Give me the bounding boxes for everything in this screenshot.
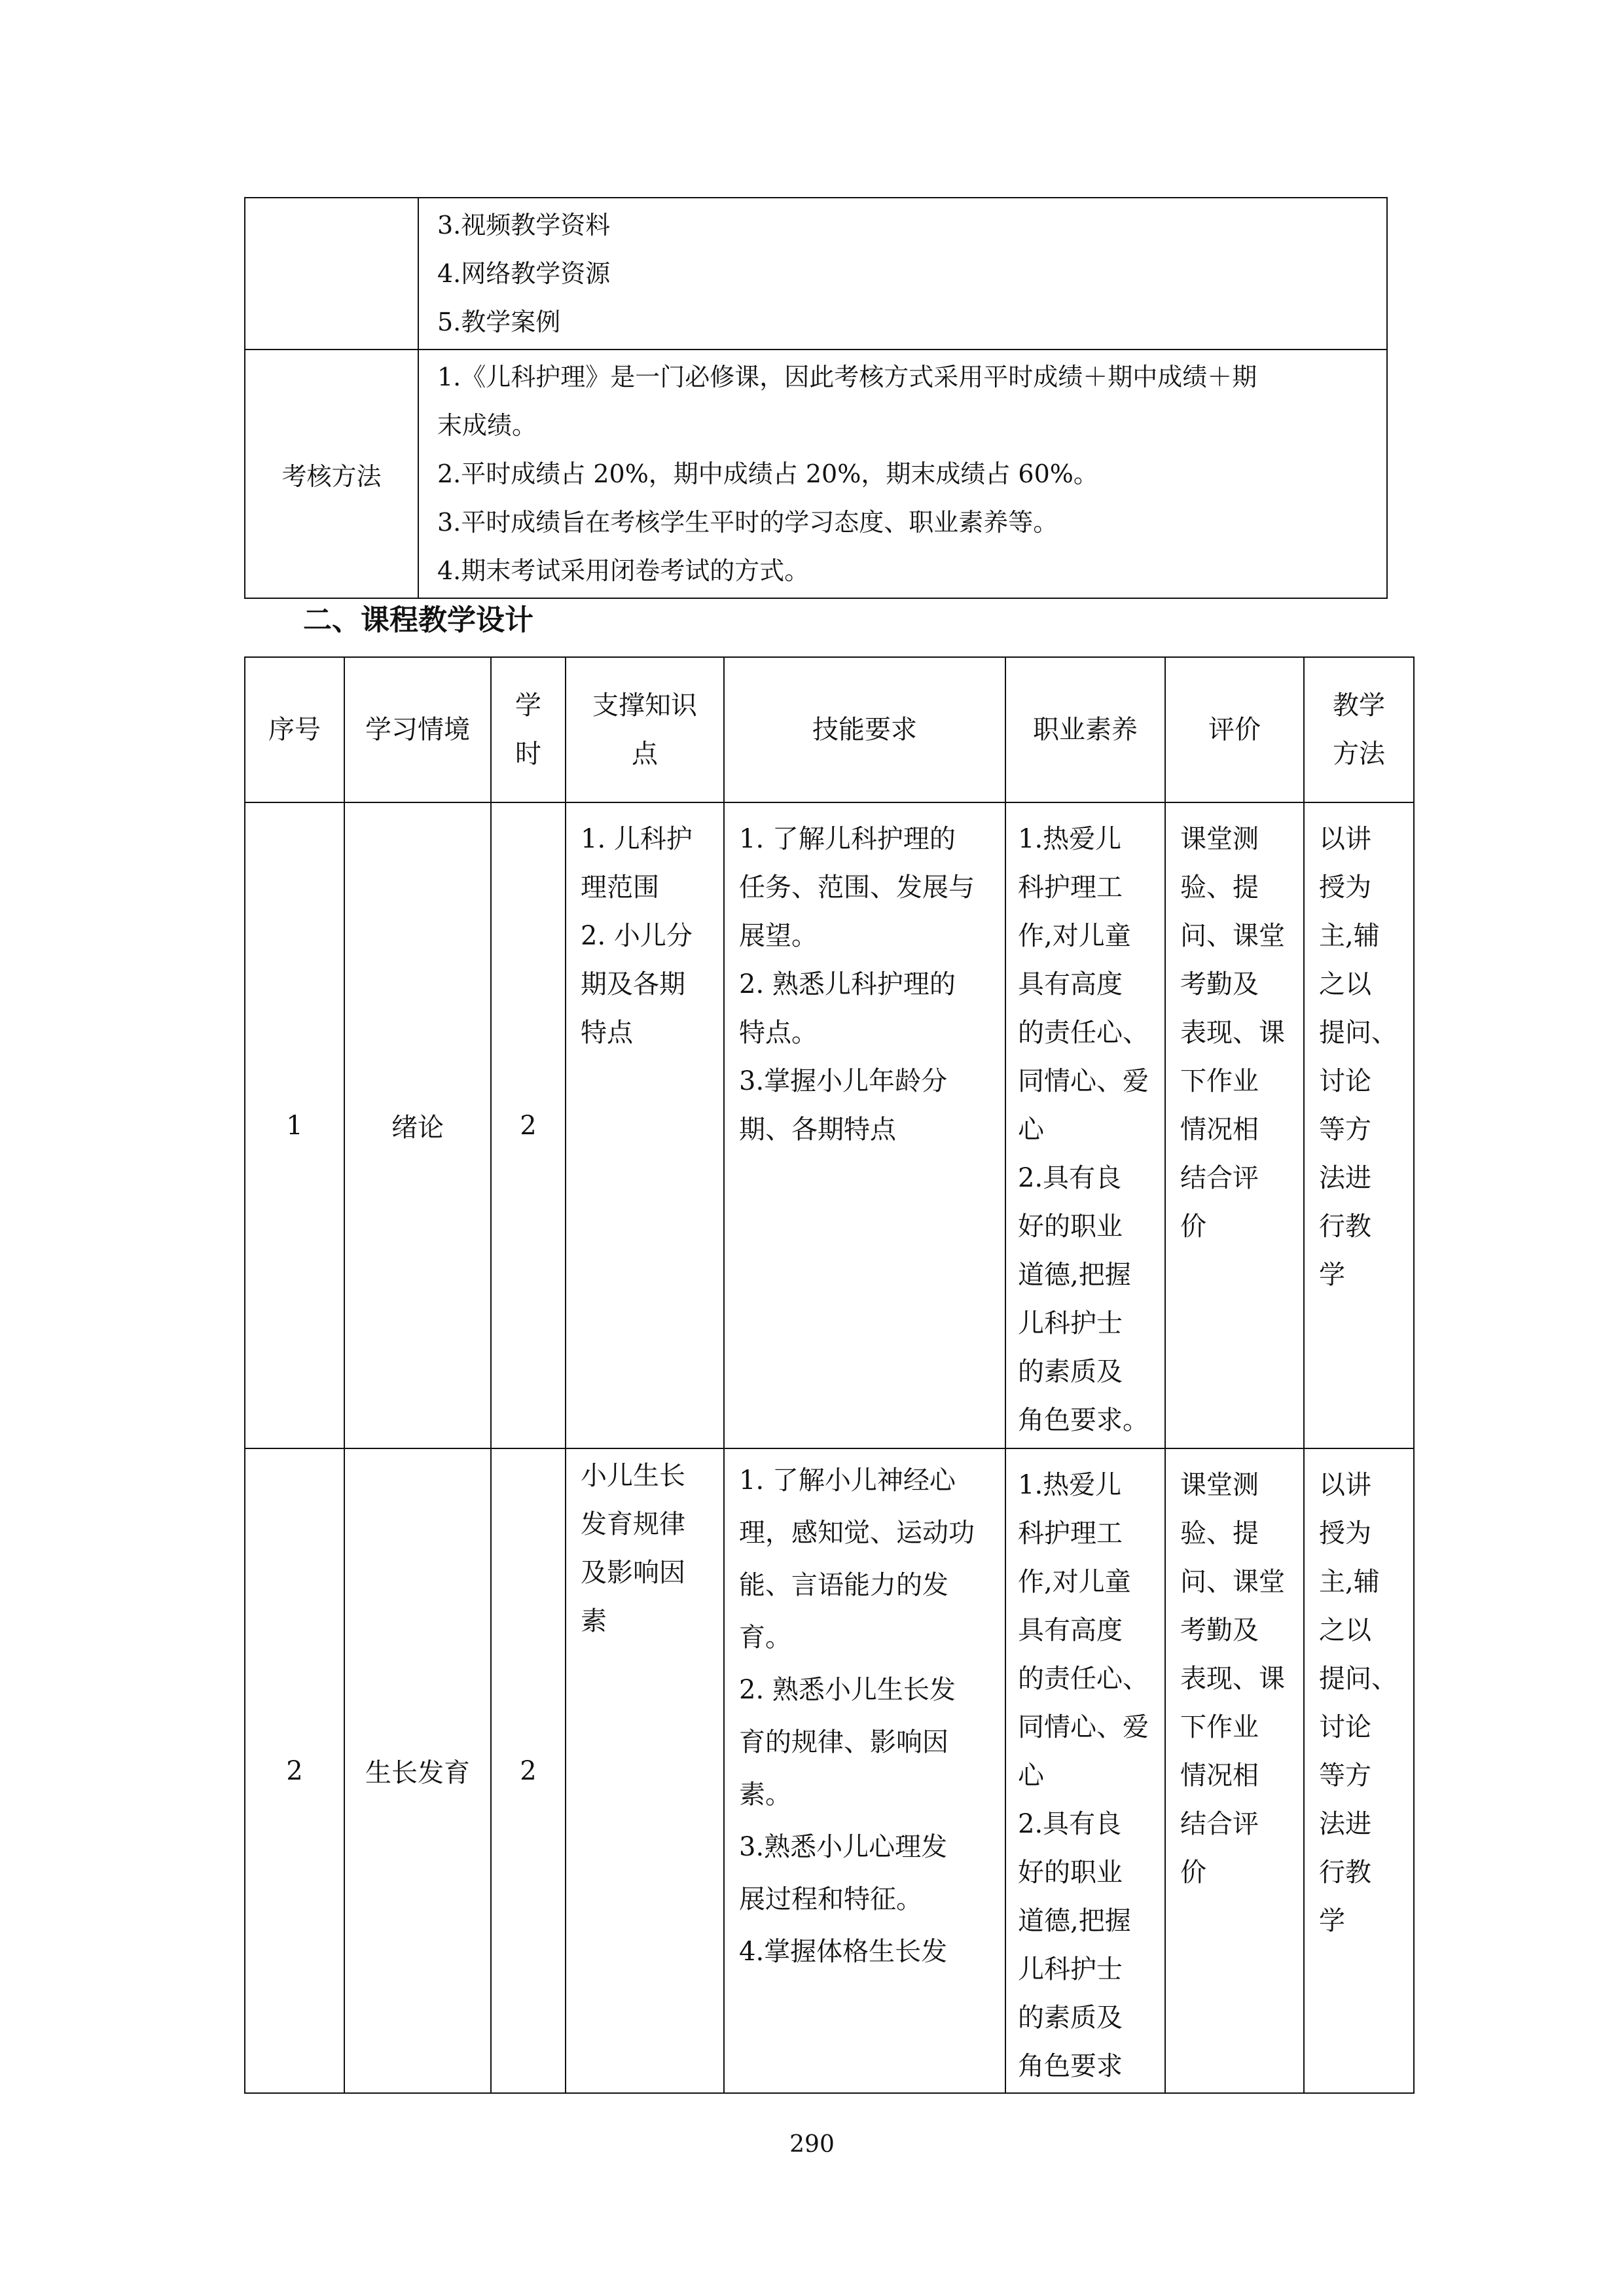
course-design-table bbox=[244, 656, 1415, 2094]
literacy-line: 同情心、爱 bbox=[1018, 1066, 1149, 1096]
header-method bbox=[1304, 657, 1414, 802]
row-seq: 2 bbox=[245, 1448, 344, 2093]
header-hours bbox=[491, 657, 566, 802]
skill-line: 能、言语能力的发 bbox=[739, 1570, 948, 1600]
header-method-line: 方法 bbox=[1333, 739, 1385, 769]
method-line: 主,辅 bbox=[1319, 1567, 1380, 1597]
evaluation-line: 价 bbox=[1180, 1857, 1206, 1888]
row-literacy bbox=[1005, 1448, 1165, 2093]
evaluation-line: 结合评 bbox=[1180, 1163, 1259, 1193]
table-header-row bbox=[245, 657, 1414, 802]
skill-line: 3.掌握小儿年龄分 bbox=[739, 1066, 948, 1096]
row-knowledge bbox=[566, 802, 724, 1448]
method-list bbox=[1305, 1449, 1413, 1945]
skills-list bbox=[725, 1449, 1005, 1978]
knowledge-list bbox=[566, 803, 723, 1057]
header-seq: 序号 bbox=[245, 657, 344, 802]
method-line: 法进 bbox=[1319, 1163, 1371, 1193]
method-line: 之以 bbox=[1319, 969, 1371, 999]
resource-line: 4.网络教学资源 bbox=[437, 259, 611, 288]
evaluation-line: 课堂测 bbox=[1180, 1470, 1259, 1500]
method-line: 行教 bbox=[1319, 1211, 1371, 1242]
knowledge-line: 理范围 bbox=[581, 872, 659, 903]
evaluation-line: 情况相 bbox=[1180, 1761, 1259, 1791]
skill-line: 2. 熟悉小儿生长发 bbox=[739, 1675, 956, 1705]
row-literacy bbox=[1005, 802, 1165, 1448]
literacy-line: 1.热爱儿 bbox=[1018, 824, 1122, 854]
method-line: 法进 bbox=[1319, 1809, 1371, 1839]
skill-line: 展望。 bbox=[739, 921, 818, 951]
evaluation-line: 下作业 bbox=[1180, 1066, 1259, 1096]
row-knowledge bbox=[566, 1448, 724, 2093]
row-evaluation bbox=[1165, 1448, 1304, 2093]
literacy-line: 的素质及 bbox=[1018, 1357, 1123, 1387]
method-line: 讨论 bbox=[1319, 1066, 1371, 1096]
table-row bbox=[245, 802, 1414, 1448]
row-context: 绪论 bbox=[344, 802, 491, 1448]
skill-line: 特点。 bbox=[739, 1018, 818, 1048]
literacy-line: 心 bbox=[1018, 1115, 1044, 1145]
literacy-list bbox=[1006, 1449, 1164, 2090]
skill-line: 理，感知觉、运动功 bbox=[739, 1518, 975, 1548]
evaluation-line: 考勤及 bbox=[1180, 969, 1259, 999]
literacy-line: 好的职业 bbox=[1018, 1211, 1123, 1242]
header-knowledge-line: 点 bbox=[632, 739, 658, 769]
knowledge-list bbox=[566, 1449, 723, 1645]
evaluation-line: 问、课堂 bbox=[1180, 921, 1285, 951]
knowledge-line: 2. 小儿分 bbox=[581, 921, 693, 951]
literacy-line: 1.热爱儿 bbox=[1018, 1470, 1122, 1500]
knowledge-line: 期及各期 bbox=[581, 969, 685, 999]
resource-line: 3.视频教学资料 bbox=[437, 211, 611, 240]
assessment-row bbox=[245, 350, 1387, 598]
table-row bbox=[245, 1448, 1414, 2093]
skill-line: 素。 bbox=[739, 1780, 791, 1810]
evaluation-line: 情况相 bbox=[1180, 1115, 1259, 1145]
assessment-line: 末成绩。 bbox=[437, 411, 537, 440]
evaluation-line: 表现、课 bbox=[1180, 1664, 1285, 1694]
method-line: 授为 bbox=[1319, 1518, 1371, 1549]
literacy-line: 的素质及 bbox=[1018, 2003, 1123, 2033]
literacy-line: 儿科护士 bbox=[1018, 1954, 1123, 1984]
evaluation-line: 结合评 bbox=[1180, 1809, 1259, 1839]
literacy-line: 道德,把握 bbox=[1018, 1906, 1131, 1936]
header-literacy: 职业素养 bbox=[1005, 657, 1165, 802]
header-method-line: 教学 bbox=[1333, 691, 1385, 721]
literacy-line: 科护理工 bbox=[1018, 872, 1123, 903]
method-line: 之以 bbox=[1319, 1615, 1371, 1645]
method-line: 以讲 bbox=[1319, 1470, 1371, 1500]
skill-line: 1. 了解小儿神经心 bbox=[739, 1465, 956, 1496]
row-skills bbox=[724, 802, 1005, 1448]
skill-line: 展过程和特征。 bbox=[739, 1884, 922, 1914]
evaluation-line: 考勤及 bbox=[1180, 1615, 1259, 1645]
evaluation-line: 下作业 bbox=[1180, 1712, 1259, 1742]
header-skills: 技能要求 bbox=[724, 657, 1005, 802]
row-hours: 2 bbox=[491, 802, 566, 1448]
skill-line: 育。 bbox=[739, 1623, 791, 1653]
literacy-line: 儿科护士 bbox=[1018, 1308, 1123, 1338]
assessment-line: 4.期末考试采用闭卷考试的方式。 bbox=[437, 556, 810, 585]
header-hours-line: 学 bbox=[515, 691, 541, 721]
literacy-line: 2.具有良 bbox=[1018, 1163, 1122, 1193]
literacy-line: 道德,把握 bbox=[1018, 1260, 1131, 1290]
evaluation-line: 验、提 bbox=[1180, 1518, 1259, 1549]
literacy-line: 角色要求 bbox=[1018, 2051, 1123, 2081]
method-line: 主,辅 bbox=[1319, 921, 1380, 951]
knowledge-line: 素 bbox=[581, 1606, 607, 1636]
knowledge-line: 及影响因 bbox=[581, 1558, 685, 1588]
method-line: 学 bbox=[1319, 1906, 1345, 1936]
literacy-line: 的责任心、 bbox=[1018, 1664, 1149, 1694]
method-line: 讨论 bbox=[1319, 1712, 1371, 1742]
evaluation-line: 价 bbox=[1180, 1211, 1206, 1242]
skill-line: 期、各期特点 bbox=[739, 1115, 896, 1145]
resources-row bbox=[245, 198, 1387, 350]
skill-line: 2. 熟悉儿科护理的 bbox=[739, 969, 956, 999]
course-info-table bbox=[244, 197, 1388, 599]
header-hours-line: 时 bbox=[515, 739, 541, 769]
evaluation-line: 表现、课 bbox=[1180, 1018, 1285, 1048]
knowledge-line: 小儿生长 bbox=[581, 1461, 685, 1491]
skills-list bbox=[725, 803, 1005, 1154]
method-line: 提问、 bbox=[1319, 1664, 1398, 1694]
assessment-line: 1.《儿科护理》是一门必修课，因此考核方式采用平时成绩＋期中成绩＋期 bbox=[437, 363, 1257, 391]
literacy-line: 作,对儿童 bbox=[1018, 1567, 1131, 1597]
literacy-line: 2.具有良 bbox=[1018, 1809, 1122, 1839]
row-hours: 2 bbox=[491, 1448, 566, 2093]
resources-label-cell bbox=[245, 198, 418, 350]
row-method bbox=[1304, 802, 1414, 1448]
header-context: 学习情境 bbox=[344, 657, 491, 802]
literacy-line: 角色要求。 bbox=[1018, 1405, 1149, 1435]
method-line: 等方 bbox=[1319, 1761, 1371, 1791]
assessment-label: 考核方法 bbox=[245, 350, 418, 598]
knowledge-line: 1. 儿科护 bbox=[581, 824, 693, 854]
literacy-line: 的责任心、 bbox=[1018, 1018, 1149, 1048]
row-evaluation bbox=[1165, 802, 1304, 1448]
literacy-list bbox=[1006, 803, 1164, 1444]
header-evaluation: 评价 bbox=[1165, 657, 1304, 802]
literacy-line: 具有高度 bbox=[1018, 1615, 1123, 1645]
page-number: 290 bbox=[789, 2131, 835, 2158]
literacy-line: 科护理工 bbox=[1018, 1518, 1123, 1549]
section-heading: 二、课程教学设计 bbox=[303, 603, 533, 637]
header-knowledge-line: 支撑知识 bbox=[592, 691, 697, 721]
literacy-line: 作,对儿童 bbox=[1018, 921, 1131, 951]
method-line: 等方 bbox=[1319, 1115, 1371, 1145]
row-method bbox=[1304, 1448, 1414, 2093]
row-skills bbox=[724, 1448, 1005, 2093]
skill-line: 任务、范围、发展与 bbox=[739, 872, 975, 903]
knowledge-line: 特点 bbox=[581, 1018, 633, 1048]
resources-content-cell bbox=[418, 198, 1387, 350]
method-line: 学 bbox=[1319, 1260, 1345, 1290]
assessment-line: 2.平时成绩占 20%，期中成绩占 20%，期末成绩占 60%。 bbox=[437, 459, 1098, 488]
assessment-content-cell bbox=[418, 350, 1387, 598]
literacy-line: 好的职业 bbox=[1018, 1857, 1123, 1888]
evaluation-line: 课堂测 bbox=[1180, 824, 1259, 854]
resource-line: 5.教学案例 bbox=[437, 308, 561, 336]
literacy-line: 同情心、爱 bbox=[1018, 1712, 1149, 1742]
evaluation-list bbox=[1166, 803, 1303, 1251]
assessment-line: 3.平时成绩旨在考核学生平时的学习态度、职业素养等。 bbox=[437, 508, 1058, 537]
literacy-line: 具有高度 bbox=[1018, 969, 1123, 999]
method-line: 以讲 bbox=[1319, 824, 1371, 854]
method-line: 授为 bbox=[1319, 872, 1371, 903]
evaluation-line: 问、课堂 bbox=[1180, 1567, 1285, 1597]
literacy-line: 心 bbox=[1018, 1761, 1044, 1791]
row-context: 生长发育 bbox=[344, 1448, 491, 2093]
method-line: 提问、 bbox=[1319, 1018, 1398, 1048]
method-line: 行教 bbox=[1319, 1857, 1371, 1888]
knowledge-line: 发育规律 bbox=[581, 1509, 685, 1539]
evaluation-line: 验、提 bbox=[1180, 872, 1259, 903]
skill-line: 4.掌握体格生长发 bbox=[739, 1937, 948, 1967]
header-knowledge bbox=[566, 657, 724, 802]
skill-line: 3.熟悉小儿心理发 bbox=[739, 1832, 948, 1862]
skill-line: 1. 了解儿科护理的 bbox=[739, 824, 956, 854]
evaluation-list bbox=[1166, 1449, 1303, 1897]
method-list bbox=[1305, 803, 1413, 1299]
skill-line: 育的规律、影响因 bbox=[739, 1727, 948, 1757]
row-seq: 1 bbox=[245, 802, 344, 1448]
